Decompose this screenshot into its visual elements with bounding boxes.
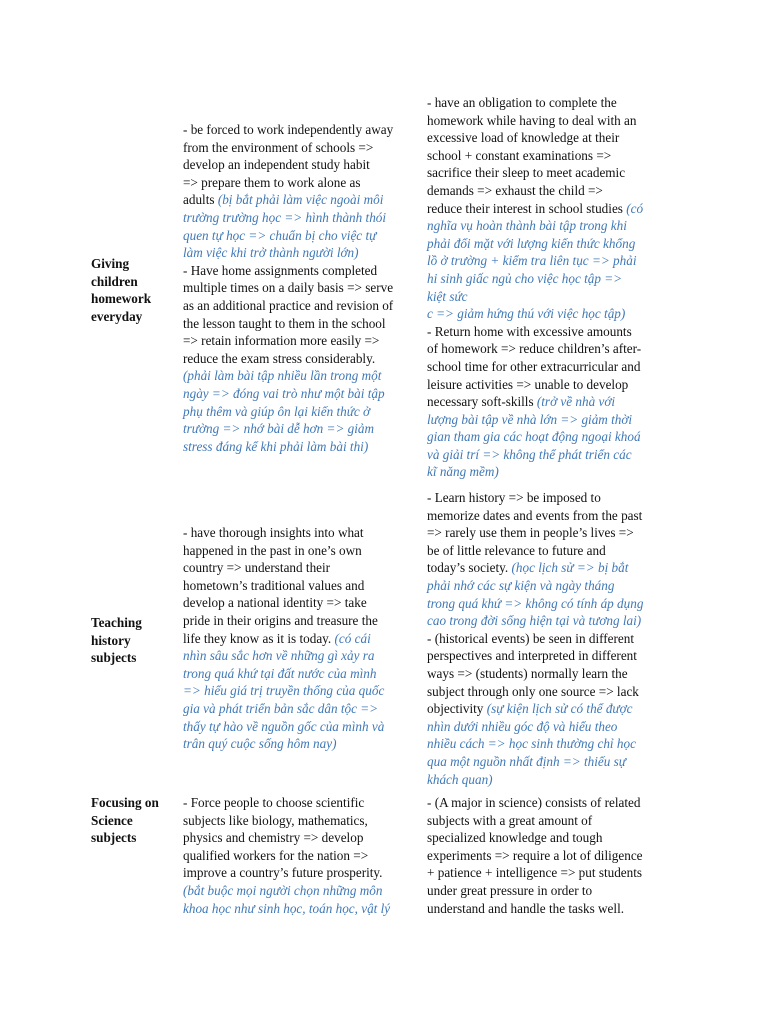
text-line xyxy=(427,235,679,253)
topic-line: subjects xyxy=(91,650,137,666)
english-text: understand and handle the tasks well. xyxy=(427,900,625,916)
text-line xyxy=(427,718,679,736)
english-text: perspectives and interpreted in different xyxy=(427,648,637,664)
text-line xyxy=(183,209,425,227)
topic-line: everyday xyxy=(91,308,143,324)
text-line xyxy=(427,735,679,753)
text-line xyxy=(427,864,679,882)
text-line xyxy=(427,665,679,683)
text-line xyxy=(427,129,679,147)
vietnamese-translation: nhiều cách => học sinh thường chỉ học xyxy=(427,736,636,752)
text-line xyxy=(183,350,425,368)
vietnamese-translation: lồ ở trường + kiểm tra liên tục => phải xyxy=(427,253,637,269)
text-line xyxy=(183,121,425,139)
text-line xyxy=(427,900,679,918)
text-line xyxy=(183,577,425,595)
english-text: multiple times on a daily basis => serve xyxy=(183,280,394,296)
text-line xyxy=(427,112,679,130)
english-text: improve a country’s future prosperity. xyxy=(183,865,383,881)
vietnamese-translation: nhìn dưới nhiều góc độ và hiểu theo xyxy=(427,718,618,734)
text-line xyxy=(427,595,679,613)
topic-science xyxy=(91,794,177,847)
english-text: pride in their origins and treasure the xyxy=(183,612,378,628)
text-line xyxy=(183,420,425,438)
english-text: - Return home with excessive amounts xyxy=(427,323,632,339)
vietnamese-translation: (bị bắt phải làm việc ngoài môi xyxy=(217,192,384,208)
vietnamese-translation: kiệt sức xyxy=(427,288,468,304)
text-line xyxy=(183,864,425,882)
text-line xyxy=(427,94,679,112)
vietnamese-translation: (sự kiện lịch sử có thể được xyxy=(486,701,633,717)
advantages-homework xyxy=(183,121,425,455)
text-line xyxy=(183,735,425,753)
vietnamese-translation: khách quan) xyxy=(427,771,493,787)
text-line xyxy=(183,297,425,315)
text-line xyxy=(183,524,425,542)
english-text: objectivity xyxy=(427,701,487,717)
english-text: country => understand their xyxy=(183,560,331,576)
vietnamese-translation: trường trường học => hình thành thói xyxy=(183,209,387,225)
english-text: school + constant examinations => xyxy=(427,147,612,163)
text-line xyxy=(183,315,425,333)
vietnamese-translation: (bắt buộc mọi người chọn những môn xyxy=(183,882,383,898)
english-text: homework while having to deal with an xyxy=(427,112,637,128)
english-text: subjects with a great amount of xyxy=(427,812,593,828)
vietnamese-translation: (phải làm bài tập nhiều lần trong một xyxy=(183,368,382,384)
vietnamese-translation: gian tham gia các hoạt động ngoại khoá xyxy=(427,429,641,445)
text-line xyxy=(183,718,425,736)
text-line xyxy=(427,507,679,525)
english-text: specialized knowledge and tough xyxy=(427,830,603,846)
text-line xyxy=(427,700,679,718)
text-line xyxy=(427,647,679,665)
text-line xyxy=(427,393,679,411)
english-text: reduce the exam stress considerably. xyxy=(183,350,376,366)
text-line xyxy=(427,376,679,394)
vietnamese-translation: phải đối mặt với lượng kiến thức khổng xyxy=(427,235,636,251)
vietnamese-translation: phụ thêm và giúp ôn lại kiến thức ở xyxy=(183,403,371,419)
english-text: - (historical events) be seen in different xyxy=(427,630,635,646)
text-line xyxy=(183,682,425,700)
text-line xyxy=(183,665,425,683)
topic-line: Science xyxy=(91,812,133,828)
text-line xyxy=(183,332,425,350)
english-text: - be forced to work independently away xyxy=(183,122,394,137)
text-line xyxy=(427,252,679,270)
english-text: leisure activities => unable to develop xyxy=(427,376,629,392)
text-line xyxy=(183,542,425,560)
vietnamese-translation: trong quá khứ => không có tính áp dụng xyxy=(427,595,644,611)
text-line xyxy=(183,227,425,245)
text-line xyxy=(183,438,425,456)
english-text: today’s society. xyxy=(427,560,512,576)
text-line xyxy=(427,683,679,701)
vietnamese-translation: (có xyxy=(626,200,644,216)
english-text: - have an obligation to complete the xyxy=(427,95,617,110)
english-text: school time for other extracurricular and xyxy=(427,358,641,374)
text-line xyxy=(427,847,679,865)
text-line xyxy=(427,630,679,648)
text-line xyxy=(183,829,425,847)
disadvantages-history xyxy=(427,489,679,788)
text-line xyxy=(183,244,425,262)
english-text: life they know as it is today. xyxy=(183,630,335,646)
topic-line: history xyxy=(91,632,131,648)
vietnamese-translation: lượng bài tập về nhà lớn => giảm thời xyxy=(427,411,633,427)
english-text: => retain information more easily => xyxy=(183,333,380,349)
vietnamese-translation: ngày => đóng vai trò như một bài tập xyxy=(183,385,385,401)
text-line xyxy=(427,524,679,542)
english-text: - (A major in science) consists of related xyxy=(427,795,641,810)
english-text: demands => exhaust the child => xyxy=(427,182,603,198)
text-line xyxy=(427,164,679,182)
topic-line: subjects xyxy=(91,830,137,846)
text-line xyxy=(427,217,679,235)
english-text: of homework => reduce children’s after- xyxy=(427,341,642,357)
english-text: excessive load of knowledge at their xyxy=(427,130,620,146)
text-line xyxy=(427,753,679,771)
vietnamese-translation: phải nhớ các sự kiện và ngày tháng xyxy=(427,577,615,593)
english-text: happened in the past in one’s own xyxy=(183,542,362,558)
topic-history xyxy=(91,614,177,667)
vietnamese-translation: và giải trí => không thể phát triển các xyxy=(427,446,632,462)
text-line xyxy=(183,847,425,865)
english-text: experiments => require a lot of diligence xyxy=(427,847,643,863)
text-line xyxy=(183,174,425,192)
vietnamese-translation: nhìn sâu sắc hơn về những gì xảy ra xyxy=(183,648,375,664)
text-line xyxy=(183,156,425,174)
english-text: from the environment of schools => xyxy=(183,139,374,155)
text-line xyxy=(427,812,679,830)
text-line xyxy=(427,794,679,812)
topic-homework xyxy=(91,255,177,325)
english-text: sacrifice their sleep to meet academic xyxy=(427,165,626,181)
vietnamese-translation: gia và phát triển bản sắc dân tộc => xyxy=(183,700,379,716)
english-text: - Force people to choose scientific xyxy=(183,795,365,810)
vietnamese-translation: quen tự học => chuẩn bị cho việc tự xyxy=(183,227,377,243)
vietnamese-translation: hi sinh giấc ngủ cho việc học tập => xyxy=(427,270,623,286)
vietnamese-translation: thấy tự hào về nguồn gốc của mình và xyxy=(183,718,385,734)
vietnamese-translation: trong quá khứ tại đất nước của mình xyxy=(183,665,377,681)
text-line xyxy=(427,463,679,481)
text-line xyxy=(427,323,679,341)
text-line xyxy=(427,200,679,218)
vietnamese-translation: nghĩa vụ hoàn thành bài tập trong khi xyxy=(427,218,627,234)
topic-line: Focusing on xyxy=(91,795,159,810)
topic-line: homework xyxy=(91,291,152,307)
disadvantages-homework xyxy=(427,94,679,481)
vietnamese-translation: khoa học như sinh học, toán học, vật lý xyxy=(183,900,391,916)
english-text: as an additional practice and revision of xyxy=(183,297,394,313)
english-text: - Have home assignments completed xyxy=(183,262,378,278)
text-line xyxy=(427,340,679,358)
text-line xyxy=(183,559,425,577)
text-line xyxy=(183,139,425,157)
vietnamese-translation: (có cái xyxy=(334,630,371,646)
text-line xyxy=(427,411,679,429)
text-line xyxy=(183,794,425,812)
text-line xyxy=(427,559,679,577)
text-line xyxy=(427,489,679,507)
text-line xyxy=(427,882,679,900)
english-text: develop a national identity => take xyxy=(183,595,367,611)
vietnamese-translation: trân quý cuộc sống hôm nay) xyxy=(183,736,337,752)
english-text: physics and chemistry => develop xyxy=(183,830,364,846)
topic-line: Teaching xyxy=(91,615,142,630)
text-line xyxy=(427,147,679,165)
english-text: => rarely use them in people’s lives => xyxy=(427,525,634,541)
advantages-science xyxy=(183,794,425,917)
english-text: adults xyxy=(183,192,218,208)
vietnamese-translation: kĩ năng mềm) xyxy=(427,464,499,480)
english-text: the lesson taught to them in the school xyxy=(183,315,386,331)
english-text: under great pressure in order to xyxy=(427,882,593,898)
text-line xyxy=(427,182,679,200)
vietnamese-translation: => hiểu giá trị truyền thống của quốc xyxy=(183,683,385,699)
vietnamese-translation: cao trong đời sống hiện tại và tương lai) xyxy=(427,613,642,629)
text-line xyxy=(183,647,425,665)
text-line xyxy=(183,367,425,385)
text-line xyxy=(427,305,679,323)
vietnamese-translation: c => giảm hứng thú với việc học tập) xyxy=(427,306,626,322)
text-line xyxy=(183,630,425,648)
text-line xyxy=(427,288,679,306)
english-text: + patience + intelligence => put students xyxy=(427,865,643,881)
text-line xyxy=(183,262,425,280)
text-line xyxy=(183,882,425,900)
english-text: reduce their interest in school studies xyxy=(427,200,627,216)
text-line xyxy=(427,428,679,446)
text-line xyxy=(183,812,425,830)
vietnamese-translation: trường => nhớ bài dễ hơn => giảm xyxy=(183,421,375,437)
vietnamese-translation: (học lịch sử => bị bắt xyxy=(511,560,629,576)
english-text: memorize dates and events from the past xyxy=(427,507,643,523)
topic-line: Giving xyxy=(91,256,130,271)
text-line xyxy=(427,542,679,560)
vietnamese-translation: (trở về nhà với xyxy=(536,394,616,410)
text-line xyxy=(183,403,425,421)
text-line xyxy=(427,829,679,847)
english-text: - have thorough insights into what xyxy=(183,525,364,540)
text-line xyxy=(427,577,679,595)
english-text: develop an independent study habit xyxy=(183,157,370,173)
english-text: - Learn history => be imposed to xyxy=(427,490,601,505)
text-line xyxy=(183,594,425,612)
english-text: hometown’s traditional values and xyxy=(183,577,365,593)
advantages-history xyxy=(183,524,425,753)
vietnamese-translation: làm việc khi trở thành người lớn) xyxy=(183,245,359,261)
text-line xyxy=(427,358,679,376)
text-line xyxy=(427,270,679,288)
text-line xyxy=(427,446,679,464)
text-line xyxy=(427,771,679,789)
text-line xyxy=(183,279,425,297)
english-text: ways => (students) normally learn the xyxy=(427,665,628,681)
text-line xyxy=(183,900,425,918)
disadvantages-science xyxy=(427,794,679,917)
vietnamese-translation: qua một nguồn nhất định => thiếu sự xyxy=(427,753,626,769)
english-text: necessary soft-skills xyxy=(427,394,537,410)
english-text: be of little relevance to future and xyxy=(427,542,606,558)
text-line xyxy=(183,191,425,209)
english-text: subject through only one source => lack xyxy=(427,683,639,699)
vietnamese-translation: stress đáng kể khi phải làm bài thi) xyxy=(183,438,369,454)
text-line xyxy=(183,700,425,718)
topic-line: children xyxy=(91,273,138,289)
english-text: qualified workers for the nation => xyxy=(183,847,369,863)
text-line xyxy=(183,612,425,630)
english-text: subjects like biology, mathematics, xyxy=(183,812,368,828)
text-line xyxy=(183,385,425,403)
text-line xyxy=(427,612,679,630)
english-text: => prepare them to work alone as xyxy=(183,174,361,190)
